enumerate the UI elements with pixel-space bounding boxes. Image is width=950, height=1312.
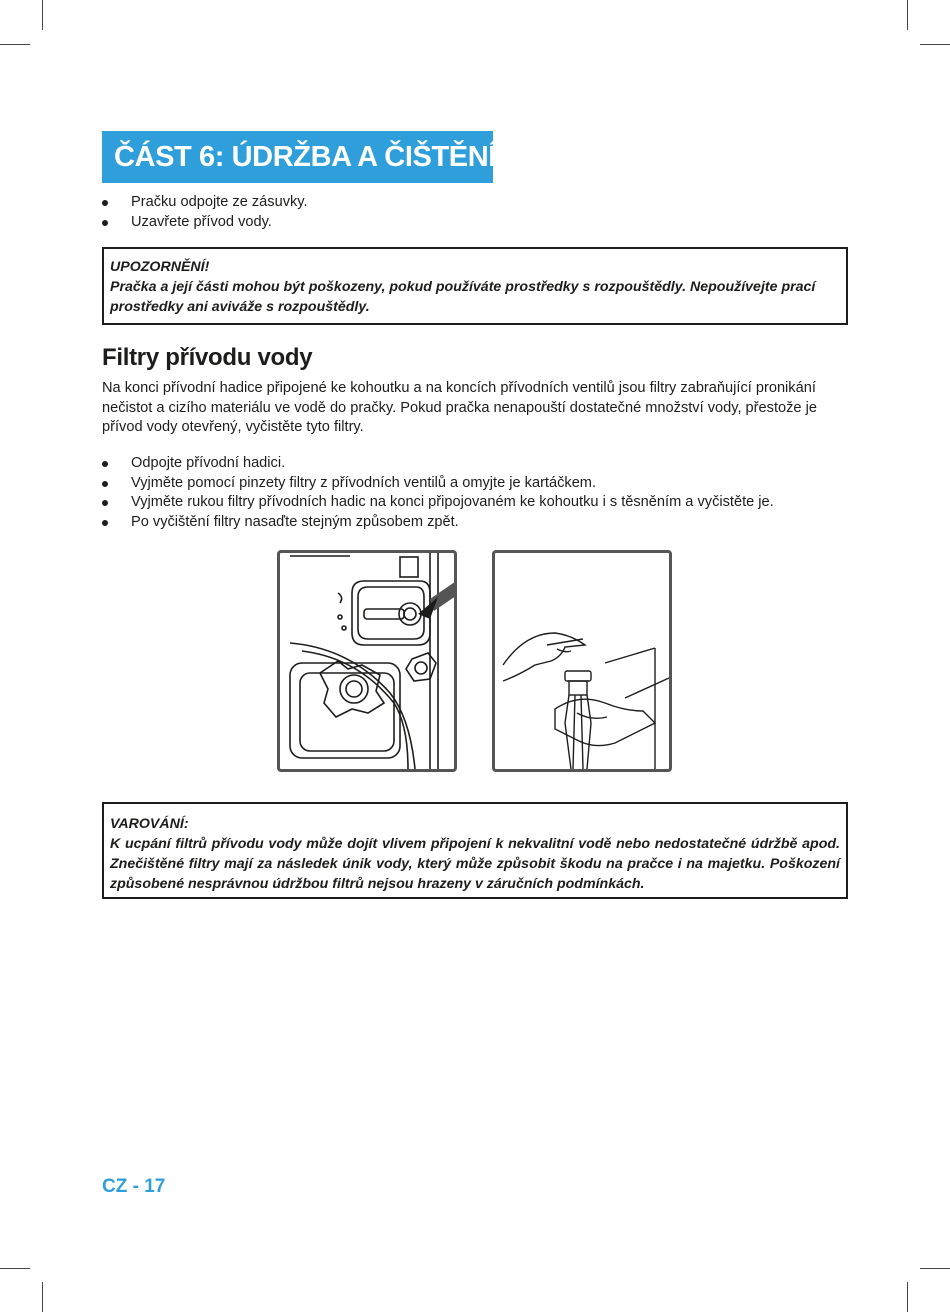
- bullet-icon: [102, 220, 108, 226]
- section-title: ČÁST 6: ÚDRŽBA A ČIŠTĚNÍ: [102, 131, 493, 183]
- list-item-text: Uzavřete přívod vody.: [131, 213, 272, 230]
- crop-mark: [42, 0, 43, 30]
- valve-drawing: [280, 553, 454, 769]
- list-item-text: Po vyčištění filtry nasaďte stejným způsobem zpět.: [131, 513, 459, 530]
- warning-title: VAROVÁNÍ:: [110, 816, 189, 832]
- crop-mark: [0, 1268, 30, 1269]
- crop-mark: [920, 44, 950, 45]
- list-item: [102, 513, 774, 533]
- filters-heading: Filtry přívodu vody: [102, 344, 313, 371]
- filters-step-list: [102, 454, 774, 532]
- bullet-icon: [102, 520, 108, 526]
- crop-mark: [42, 1282, 43, 1312]
- crop-mark: [907, 0, 908, 30]
- valve-filter-illustration: [277, 550, 457, 772]
- list-item-text: Pračku odpojte ze zásuvky.: [131, 194, 308, 210]
- list-item-text: Vyjměte pomocí pinzety filtry z přívodních ventilů a omyjte je kartáčkem.: [131, 474, 597, 491]
- page-number: CZ - 17: [102, 1176, 166, 1197]
- bullet-icon: [102, 481, 108, 487]
- caution-text: Pračka a její části mohou být poškozeny, pokud používáte prostředky s rozpouštědly. Nepoužívejte prací prostředky ani aviváže s rozpouštědly.: [110, 279, 816, 315]
- list-item: [102, 474, 774, 494]
- list-item: [102, 213, 308, 233]
- hose-drawing: [495, 553, 669, 769]
- crop-mark: [0, 44, 30, 45]
- bullet-icon: [102, 500, 108, 506]
- intro-bullet-list: [102, 193, 308, 232]
- crop-mark: [920, 1268, 950, 1269]
- warning-text: K ucpání filtrů přívodu vody může dojít vlivem připojení k nekvalitní vodě nebo nedostatečné údržbě apod. Znečištěné filtry mají za následek únik vody, který může způsobit škodu na pračce i na majetku. Poškození způsobené nesprávnou údržbou filtrů nejsou hrazeny v záručních podmínkách.: [110, 836, 840, 892]
- caution-box: [102, 247, 848, 325]
- caution-title: UPOZORNĚNÍ!: [110, 259, 210, 275]
- hose-filter-illustration: [492, 550, 672, 772]
- list-item: [102, 454, 774, 474]
- list-item-text: Vyjměte rukou filtry přívodních hadic na konci připojovaném ke kohoutku i s těsněním a vyčistěte je.: [131, 494, 774, 510]
- list-item: [102, 493, 774, 513]
- list-item-text: Odpojte přívodní hadici.: [131, 455, 286, 471]
- filters-paragraph: Na konci přívodní hadice připojené ke kohoutku a na koncích přívodních ventilů jsou filtry zabraňující pronikání nečistot a cizího materiálu ve vodě do pračky. Pokud pračka nenapouští dostatečné množství vody, přestože je přívod vody otevřený, vyčistěte tyto filtry.: [102, 380, 817, 435]
- crop-mark: [907, 1282, 908, 1312]
- bullet-icon: [102, 200, 108, 206]
- warning-box: [102, 802, 848, 899]
- list-item: [102, 193, 308, 213]
- bullet-icon: [102, 461, 108, 467]
